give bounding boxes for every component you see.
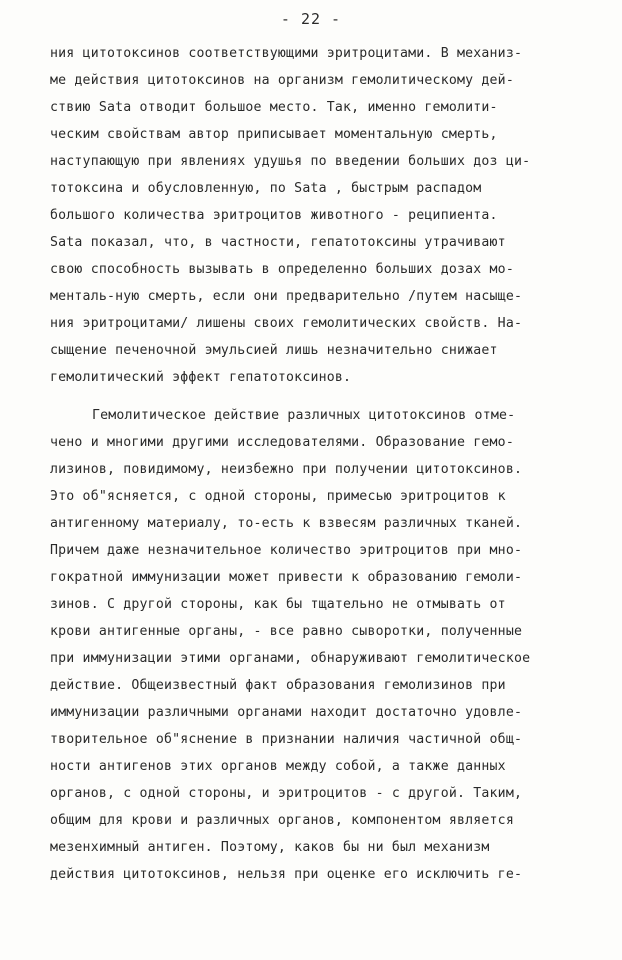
text-line: ния эритроцитами/ лишены своих гемолитических свойств. На- [50, 316, 523, 331]
text-line: ствию Sata отводит большое место. Так, именно гемолити- [50, 100, 498, 115]
text-line: лизинов, повидимому, неизбежно при получении цитотоксинов. [50, 462, 523, 477]
text-line: гократной иммунизации может привести к образованию гемоли- [50, 570, 523, 585]
text-line: общим для крови и различных органов, компонентом является [50, 813, 514, 828]
text-line: большого количества эритроцитов животного - реципиента. [50, 208, 498, 223]
text-line: крови антигенные органы, - все равно сыворотки, полученные [50, 624, 523, 639]
text-line: тотоксина и обусловленную, по Sata , быстрым распадом [50, 181, 482, 196]
text-line: Причем даже незначительное количество эритроцитов при мно- [50, 543, 523, 558]
text-line: менталь-ную смерть, если они предварительно /путем насыще- [50, 289, 523, 304]
text-line: творительное об"яснение в признании наличия частичной общ- [50, 732, 523, 747]
text-line: действия цитотоксинов, нельзя при оценке его исключить ге- [50, 867, 523, 882]
page-number: - 22 - [280, 10, 342, 28]
text-line: чено и многими другими исследователями. Образование гемо- [50, 435, 514, 450]
text-line: Это об"ясняется, с одной стороны, примесью эритроцитов к [50, 489, 506, 504]
text-line: зинов. С другой стороны, как бы тщательно не отмывать от [50, 597, 506, 612]
text-line: свою способность вызывать в определенно больших дозах мо- [50, 262, 514, 277]
text-line: наступающую при явлениях удушья по введении больших доз ци- [50, 154, 531, 169]
text-line: Гемолитическое действие различных цитотоксинов отме- [92, 408, 516, 423]
text-line: при иммунизации этими органами, обнаруживают гемолитическое [50, 651, 531, 666]
text-line: Sata показал, что, в частности, гепатотоксины утрачивают [50, 235, 506, 250]
text-line: мезенхимный антиген. Поэтому, каков бы ни был механизм [50, 840, 490, 855]
text-line: органов, с одной стороны, и эритроцитов - с другой. Таким, [50, 786, 523, 801]
text-line: действие. Общеизвестный факт образования гемолизинов при [50, 678, 506, 693]
text-line: ния цитотоксинов соответствующими эритроцитами. В механиз- [50, 46, 523, 61]
text-line: антигенному материалу, то-есть к взвесям различных тканей. [50, 516, 523, 531]
text-line: ме действия цитотоксинов на организм гемолитическому дей- [50, 73, 514, 88]
text-line: иммунизации различными органами находит достаточно удовле- [50, 705, 523, 720]
text-line: ности антигенов этих органов между собой, а также данных [50, 759, 506, 774]
text-line: ческим свойствам автор приписывает моментальную смерть, [50, 127, 498, 142]
text-line: сыщение печеночной эмульсией лишь незначительно снижает [50, 343, 498, 358]
text-line: гемолитический эффект гепатотоксинов. [50, 370, 352, 385]
